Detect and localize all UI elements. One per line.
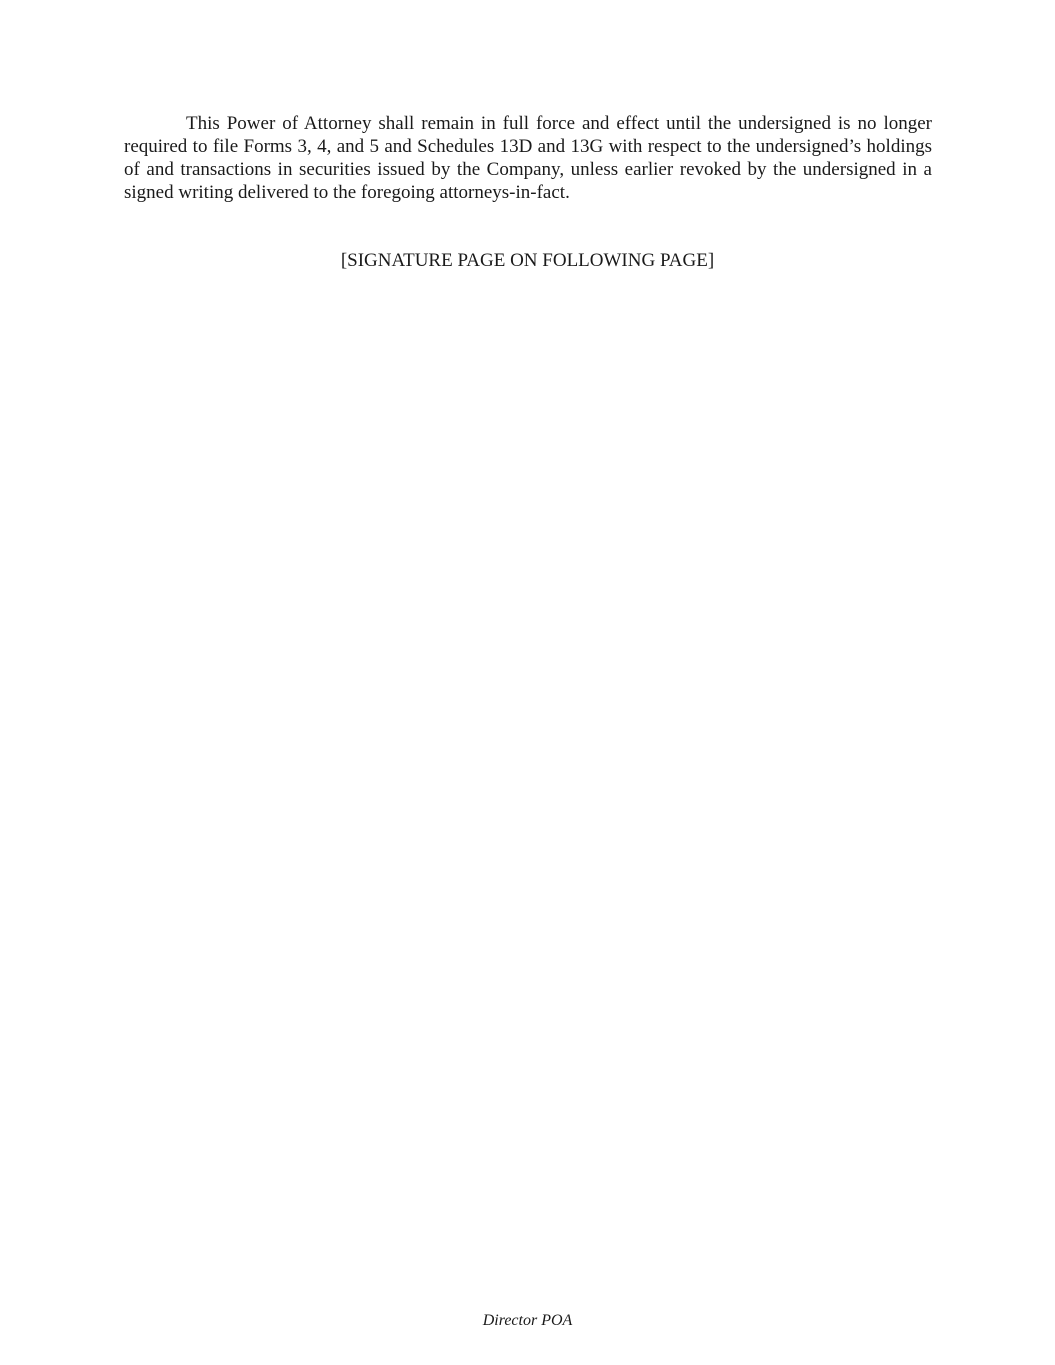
power-of-attorney-paragraph: This Power of Attorney shall remain in full force and effect until the undersigned is no longer required to file Forms 3, 4, and 5 and Schedules 13D and 13G with respect to the undersigned’s holdings of and transactions in securities issued by the Company, unless earlier revoked by the undersigned in a signed writing delivered to the foregoing attorneys-in-fact. <box>124 113 932 203</box>
signature-page-notice: [SIGNATURE PAGE ON FOLLOWING PAGE] <box>340 250 715 271</box>
page-footer: Director POA <box>482 1312 573 1329</box>
